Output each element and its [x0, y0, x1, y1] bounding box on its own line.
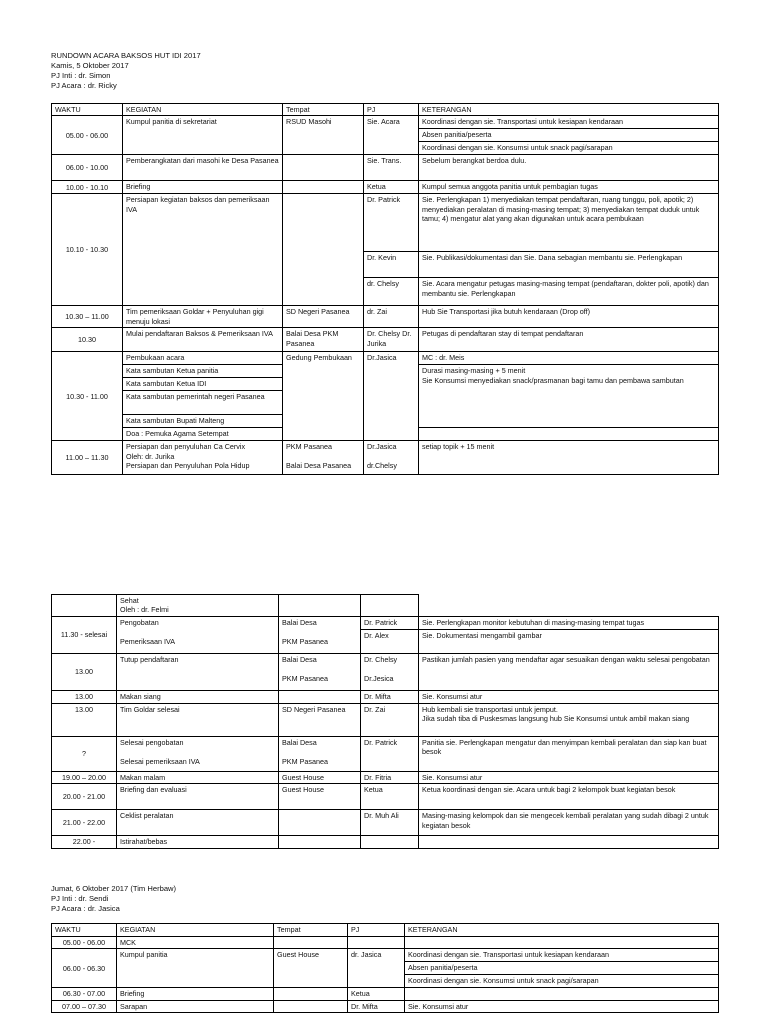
kegiatan-cell: Kumpul panitia di sekretariat	[123, 116, 283, 155]
table-header-row	[52, 104, 719, 116]
keterangan-cell	[419, 595, 719, 617]
kegiatan-cell: Persiapan dan penyuluhan Ca Cervix Oleh: dr. Jurika Persiapan dan Penyuluhan Pola Hidup	[123, 441, 283, 475]
waktu-cell: 06.00 - 10.00	[52, 155, 123, 181]
pj-cell: Dr. Zai	[361, 704, 419, 737]
waktu-cell: 11.00 – 11.30	[52, 441, 123, 475]
pj-cell: Dr.Jasica	[364, 352, 419, 441]
waktu-cell: 11.30 - selesai	[52, 617, 117, 654]
pj-cell: Dr. Muh Ali	[361, 810, 419, 836]
table-row	[52, 772, 719, 784]
pj-cell: Ketua	[348, 988, 405, 1000]
kegiatan-cell: Persiapan kegiatan baksos dan pemeriksaan IVA	[123, 194, 283, 306]
day2-header	[51, 884, 176, 914]
pj-cell: Dr. Patrick	[361, 617, 419, 630]
tempat-cell	[279, 595, 361, 617]
document-title: RUNDOWN ACARA BAKSOS HUT IDI 2017	[51, 51, 201, 60]
tempat-cell: RSUD Masohi	[283, 116, 364, 155]
keterangan-cell: Koordinasi dengan sie. Konsumsi untuk snack pagi/sarapan	[419, 142, 719, 155]
table-row	[52, 116, 719, 129]
rundown-header	[51, 51, 201, 91]
kegiatan-cell: Pemberangkatan dari masohi ke Desa Pasanea	[123, 155, 283, 181]
tempat-cell	[274, 1000, 348, 1012]
kegiatan-cell: MCK	[117, 937, 274, 949]
table-row	[52, 595, 719, 617]
waktu-cell: 06.00 - 06.30	[52, 949, 117, 988]
pj-cell: Sie. Trans.	[364, 155, 419, 181]
pj-cell: Dr. Patrick	[361, 737, 419, 772]
rundown-table-day1-continued	[51, 594, 719, 849]
tempat-cell	[283, 155, 364, 181]
table-row	[52, 352, 719, 365]
table-row	[52, 155, 719, 181]
tempat-cell: SD Negeri Pasanea	[283, 306, 364, 328]
tempat-cell	[279, 810, 361, 836]
pj-cell: Dr. Kevin	[364, 252, 419, 278]
kegiatan-cell: Doa : Pemuka Agama Setempat	[123, 428, 283, 441]
kegiatan-cell: Kumpul panitia	[117, 949, 274, 988]
table-row	[52, 949, 719, 962]
keterangan-cell: Sie. Konsumsi atur	[419, 691, 719, 704]
pj-inti: PJ Inti : dr. Sendi	[51, 894, 109, 904]
pj-cell: Dr. Fitria	[361, 772, 419, 784]
event-date: Kamis, 5 Oktober 2017	[51, 61, 129, 71]
keterangan-cell: Koordinasi dengan sie. Transportasi untuk kesiapan kendaraan	[419, 116, 719, 129]
pj-inti: PJ Inti : dr. Simon	[51, 71, 111, 81]
pj-cell: dr. Jasica	[348, 949, 405, 988]
table-row	[52, 988, 719, 1000]
pj-cell: Dr. Chelsy Dr. Jurika	[364, 328, 419, 352]
tempat-cell: Balai Desa PKM Pasanea	[279, 737, 361, 772]
col-tempat: Tempat	[283, 104, 364, 116]
kegiatan-cell: Selesai pengobatan Selesai pemeriksaan IVA	[117, 737, 279, 772]
waktu-cell: 10.00 - 10.10	[52, 181, 123, 194]
keterangan-cell: Petugas di pendaftaran stay di tempat pendaftaran	[419, 328, 719, 352]
kegiatan-cell: Kata sambutan Bupati Malteng	[123, 415, 283, 428]
keterangan-cell: Koordinasi dengan sie. Transportasi untuk kesiapan kendaraan	[405, 949, 719, 962]
keterangan-cell: Durasi masing-masing + 5 menit Sie Konsumsi menyediakan snack/prasmanan bagi tamu dan pembawa sambutan	[419, 365, 719, 428]
tempat-cell: Balai Desa PKM Pasanea	[279, 654, 361, 691]
table-row	[52, 181, 719, 194]
col-pj: PJ	[364, 104, 419, 116]
waktu-cell: 20.00 - 21.00	[52, 784, 117, 810]
col-waktu: WAKTU	[52, 104, 123, 116]
tempat-cell: Guest House	[279, 784, 361, 810]
kegiatan-cell: Pembukaan acara	[123, 352, 283, 365]
waktu-cell: 10.30 - 11.00	[52, 352, 123, 441]
pj-cell: Ketua	[361, 784, 419, 810]
pj-cell: Ketua	[364, 181, 419, 194]
kegiatan-cell: Kata sambutan Ketua panitia	[123, 365, 283, 378]
kegiatan-cell: Briefing	[123, 181, 283, 194]
pj-cell: Sie. Acara	[364, 116, 419, 155]
kegiatan-cell: Sarapan	[117, 1000, 274, 1012]
kegiatan-cell: Sehat Oleh : dr. Felmi	[117, 595, 279, 617]
keterangan-cell: Absen panitia/peserta	[405, 962, 719, 975]
tempat-cell: Guest House	[279, 772, 361, 784]
table-row	[52, 441, 719, 475]
kegiatan-cell: Ceklist peralatan	[117, 810, 279, 836]
keterangan-cell: setiap topik + 15 menit	[419, 441, 719, 475]
kegiatan-cell: Makan malam	[117, 772, 279, 784]
kegiatan-cell: Briefing dan evaluasi	[117, 784, 279, 810]
table-row	[52, 704, 719, 737]
event-date: Jumat, 6 Oktober 2017 (Tim Herbaw)	[51, 884, 177, 893]
tempat-cell	[274, 937, 348, 949]
rundown-table-day1	[51, 103, 719, 475]
kegiatan-cell: Makan siang	[117, 691, 279, 704]
table-row	[52, 737, 719, 772]
table-row	[52, 194, 719, 252]
table-row	[52, 306, 719, 328]
pj-cell: dr. Zai	[364, 306, 419, 328]
pj-cell: Dr. Mifta	[361, 691, 419, 704]
keterangan-cell: Ketua koordinasi dengan sie. Acara untuk bagi 2 kelompok buat kegiatan besok	[419, 784, 719, 810]
pj-acara: PJ Acara : dr. Ricky	[51, 81, 117, 91]
keterangan-cell: Sie. Perlengkapan 1) menyediakan tempat pendaftaran, ruang tunggu, poli, apotik; 2) menyediakan peralatan di masing-masing tempat; 3) menyediakan tempat duduk untuk tamu; 4) mengatur alat yang akan digunakan untuk acara pembukaan	[419, 194, 719, 252]
keterangan-cell: Absen panitia/peserta	[419, 129, 719, 142]
keterangan-cell: Sie. Publikasi/dokumentasi dan Sie. Dana sebagian membantu sie. Perlengkapan	[419, 252, 719, 278]
table-row	[52, 617, 719, 630]
tempat-cell	[283, 181, 364, 194]
keterangan-cell: Panitia sie. Perlengkapan mengatur dan menyimpan kembali peralatan dan siap kan buat besok	[419, 737, 719, 772]
waktu-cell: 13.00	[52, 654, 117, 691]
tempat-cell: Balai Desa PKM Pasanea	[279, 617, 361, 654]
waktu-cell: ?	[52, 737, 117, 772]
waktu-cell: 10.10 - 10.30	[52, 194, 123, 306]
table-row	[52, 784, 719, 810]
pj-cell: Dr.Jasica dr.Chelsy	[364, 441, 419, 475]
pj-cell: dr. Chelsy	[364, 278, 419, 306]
kegiatan-cell: Tim pemeriksaan Goldar + Penyuluhan gigi menuju lokasi	[123, 306, 283, 328]
waktu-cell: 13.00	[52, 704, 117, 737]
pj-cell	[348, 937, 405, 949]
keterangan-cell: Sie. Acara mengatur petugas masing-masing tempat (pendaftaran, dokter poli, apotik) dan membantu sie. Perlengkapan	[419, 278, 719, 306]
col-pj: PJ	[348, 924, 405, 937]
waktu-cell: 19.00 – 20.00	[52, 772, 117, 784]
col-kegiatan: KEGIATAN	[117, 924, 274, 937]
waktu-cell: 13.00	[52, 691, 117, 704]
keterangan-cell: Sie. Perlengkapan monitor kebutuhan di masing-masing tempat tugas	[419, 617, 719, 630]
kegiatan-cell: Kata sambutan Ketua IDI	[123, 378, 283, 391]
keterangan-cell: Sie. Dokumentasi mengambil gambar	[419, 630, 719, 654]
keterangan-cell: Koordinasi dengan sie. Konsumsi untuk snack pagi/sarapan	[405, 975, 719, 988]
waktu-cell: 10.30 – 11.00	[52, 306, 123, 328]
pj-cell: Dr. Patrick	[364, 194, 419, 252]
waktu-cell: 07.00 – 07.30	[52, 1000, 117, 1012]
tempat-cell: Gedung Pembukaan	[283, 352, 364, 441]
tempat-cell	[274, 988, 348, 1000]
waktu-cell: 05.00 - 06.00	[52, 937, 117, 949]
keterangan-cell: Pastikan jumlah pasien yang mendaftar agar sesuaikan dengan waktu selesai pengobatan	[419, 654, 719, 691]
keterangan-cell	[419, 428, 719, 441]
kegiatan-cell: Tim Goldar selesai	[117, 704, 279, 737]
table-row	[52, 836, 719, 848]
table-row	[52, 691, 719, 704]
waktu-cell: 21.00 - 22.00	[52, 810, 117, 836]
tempat-cell	[279, 836, 361, 848]
pj-cell	[361, 595, 419, 617]
pj-cell: Dr. Chelsy Dr.Jesica	[361, 654, 419, 691]
keterangan-cell: Hub Sie Transportasi jika butuh kendaraan (Drop off)	[419, 306, 719, 328]
table-row	[52, 328, 719, 352]
kegiatan-cell: Istirahat/bebas	[117, 836, 279, 848]
col-keterangan: KETERANGAN	[419, 104, 719, 116]
keterangan-cell: MC : dr. Meis	[419, 352, 719, 365]
col-keterangan: KETERANGAN	[405, 924, 719, 937]
waktu-cell: 06.30 - 07.00	[52, 988, 117, 1000]
keterangan-cell	[405, 937, 719, 949]
keterangan-cell	[419, 836, 719, 848]
pj-cell: Dr. Mifta	[348, 1000, 405, 1012]
keterangan-cell: Sie. Konsumsi atur	[419, 772, 719, 784]
kegiatan-cell: Briefing	[117, 988, 274, 1000]
pj-cell	[361, 836, 419, 848]
col-waktu: WAKTU	[52, 924, 117, 937]
keterangan-cell: Sie. Konsumsi atur	[405, 1000, 719, 1012]
table-row	[52, 1000, 719, 1012]
table-row	[52, 810, 719, 836]
kegiatan-cell: Kata sambutan pemerintah negeri Pasanea	[123, 391, 283, 415]
pj-acara: PJ Acara : dr. Jasica	[51, 904, 120, 914]
col-tempat: Tempat	[274, 924, 348, 937]
keterangan-cell: Masing-masing kelompok dan sie mengecek kembali peralatan yang sudah dibagi 2 untuk kegiatan besok	[419, 810, 719, 836]
tempat-cell: PKM Pasanea Balai Desa Pasanea	[283, 441, 364, 475]
keterangan-cell: Kumpul semua anggota panitia untuk pembagian tugas	[419, 181, 719, 194]
table-row	[52, 937, 719, 949]
waktu-cell: 22.00 -	[52, 836, 117, 848]
waktu-cell	[52, 595, 117, 617]
table-header-row	[52, 924, 719, 937]
keterangan-cell: Sebelum berangkat berdoa dulu.	[419, 155, 719, 181]
kegiatan-cell: Mulai pendaftaran Baksos & Pemeriksaan IVA	[123, 328, 283, 352]
kegiatan-cell: Pengobatan Pemeriksaan IVA	[117, 617, 279, 654]
tempat-cell: Balai Desa PKM Pasanea	[283, 328, 364, 352]
tempat-cell: SD Negeri Pasanea	[279, 704, 361, 737]
waktu-cell: 10.30	[52, 328, 123, 352]
pj-cell: Dr. Alex	[361, 630, 419, 654]
table-row	[52, 654, 719, 691]
waktu-cell: 05.00 - 06.00	[52, 116, 123, 155]
kegiatan-cell: Tutup pendaftaran	[117, 654, 279, 691]
tempat-cell	[279, 691, 361, 704]
tempat-cell: Guest House	[274, 949, 348, 988]
keterangan-cell	[405, 988, 719, 1000]
rundown-table-day2	[51, 923, 719, 1013]
keterangan-cell: Hub kembali sie transportasi untuk jemput. Jika sudah tiba di Puskesmas langsung hub Sie Konsumsi untuk ambil makan siang	[419, 704, 719, 737]
tempat-cell	[283, 194, 364, 306]
col-kegiatan: KEGIATAN	[123, 104, 283, 116]
